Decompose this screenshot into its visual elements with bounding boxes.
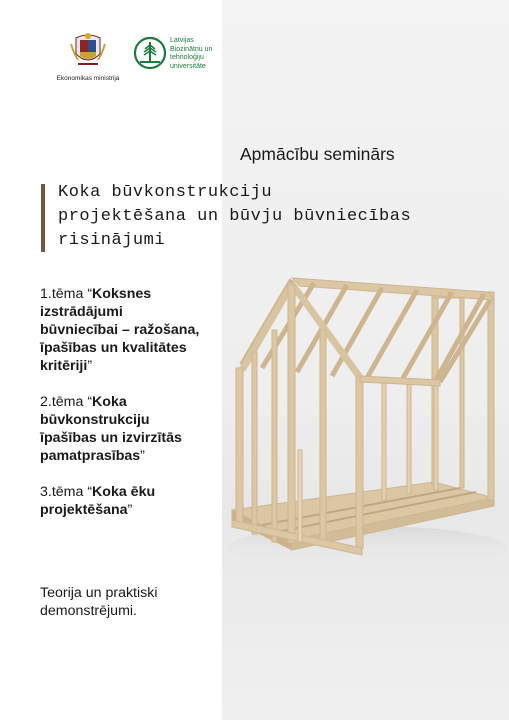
format-note-line: Teorija un praktiski: [40, 585, 158, 601]
topic-title-line: būvkonstrukciju: [40, 412, 150, 428]
topic-title-line: izstrādājumi: [40, 304, 123, 320]
topic-prefix: 1.tēma “: [40, 286, 93, 302]
title-line: risinājumi: [58, 231, 166, 250]
topic-title-line: Koksnes: [92, 286, 152, 302]
topic-title-line: projektēšana: [40, 502, 128, 518]
topic-1: [40, 285, 230, 375]
title-line: Koka būvkonstrukciju: [58, 183, 273, 202]
university-name-line: universitāte: [170, 62, 206, 70]
topic-2: [40, 393, 230, 465]
topic-title-line: kritēriji: [40, 358, 88, 374]
university-name-line: tehnoloģiju: [170, 54, 204, 61]
topic-title-line: būvniecībai – ražošana,: [40, 322, 200, 338]
title-accent-bar: [41, 184, 45, 252]
university-emblem-icon: [134, 36, 166, 70]
topic-suffix: ”: [140, 448, 145, 464]
title-line: projektēšana un būvju būvniecības: [58, 207, 412, 226]
topic-prefix: 2.tēma “: [40, 394, 93, 410]
topic-suffix: ”: [87, 358, 93, 374]
topic-title-line: pamatprasības: [40, 448, 141, 464]
topic-3: [40, 483, 230, 519]
ministry-logo: [55, 30, 121, 82]
seminar-title: [58, 181, 498, 253]
topic-title-line: īpašības un kvalitātes: [40, 340, 187, 356]
format-note: [40, 584, 158, 620]
house-frame-photo: [222, 0, 509, 720]
topics-list: [40, 285, 230, 537]
topic-title-line: īpašības un izvirzītās: [40, 430, 182, 446]
university-name-line: Latvijas: [170, 37, 194, 44]
wooden-frame-illustration: [222, 0, 509, 720]
university-logo: [134, 36, 240, 71]
seminar-label: Apmācību seminārs: [240, 144, 395, 164]
university-name: [170, 37, 240, 71]
ministry-label: Ekonomikas ministrija: [56, 75, 120, 82]
university-name-line: Biozinātņu un: [170, 45, 213, 53]
coat-of-arms-icon: [70, 30, 106, 68]
topic-suffix: ”: [127, 502, 133, 518]
format-note-line: demonstrējumi.: [40, 603, 137, 619]
topic-prefix: 3.tēma “: [40, 484, 93, 500]
topic-title-line: Koka: [92, 394, 127, 410]
topic-title-line: Koka ēku: [92, 484, 156, 500]
